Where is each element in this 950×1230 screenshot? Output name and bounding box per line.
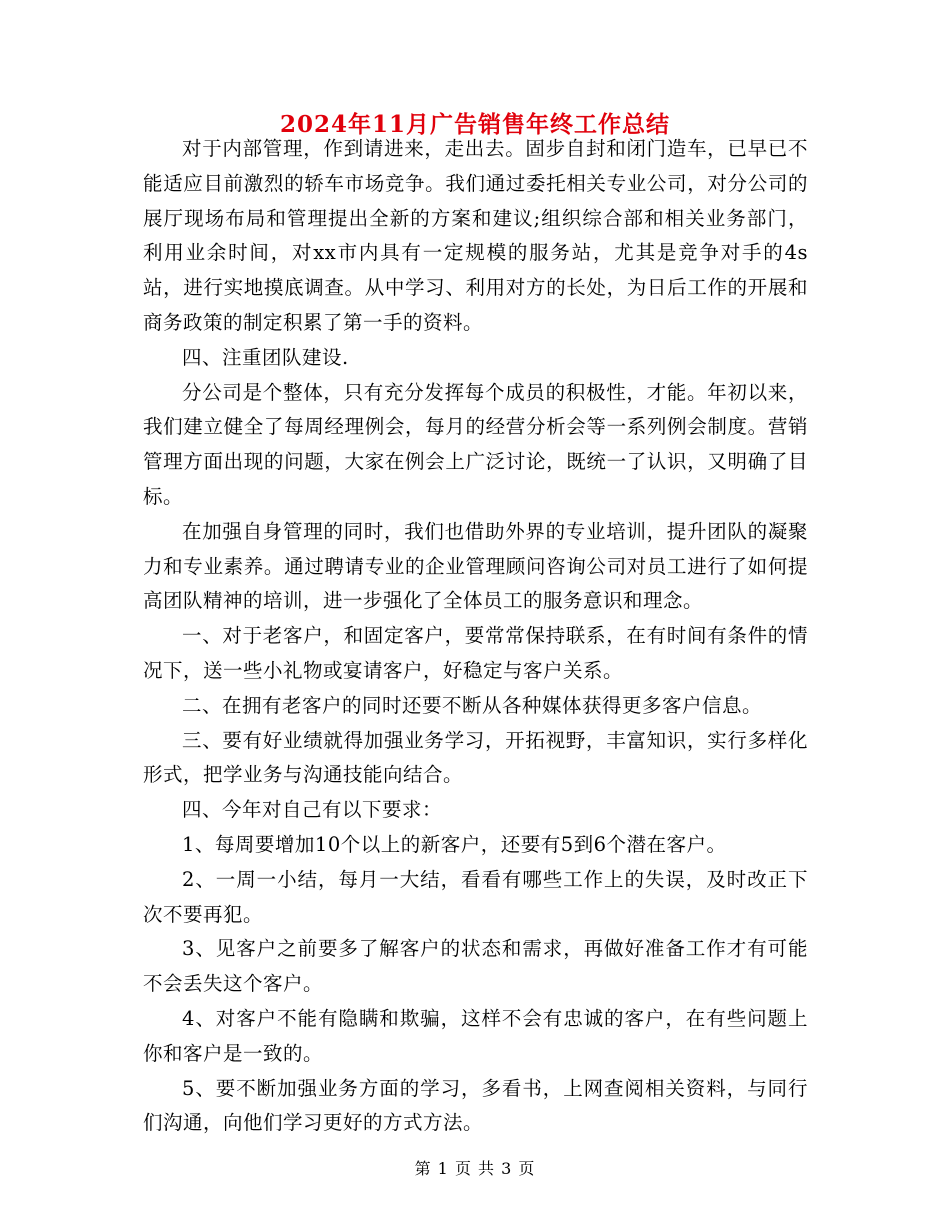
paragraph-team-meetings: 分公司是个整体，只有充分发挥每个成员的积极性，才能。年初以来，我们建立健全了每周经理例会，每月的经营分析会等一系列例会制度。营销管理方面出现的问题，大家在例会上广泛讨论，既统一了认识，又明确了目标。 [143, 380, 808, 508]
paragraph-requirement-2: 2、一周一小结，每月一大结，看看有哪些工作上的失误，及时改正下次不要再犯。 [143, 867, 808, 926]
paragraph-requirement-3: 3、见客户之前要多了解客户的状态和需求，再做好准备工作才有可能不会丢失这个客户。 [143, 937, 808, 996]
paragraph-training: 在加强自身管理的同时，我们也借助外界的专业培训，提升团队的凝聚力和专业素养。通过聘请专业的企业管理顾问咨询公司对员工进行了如何提高团队精神的培训，进一步强化了全体员工的服务意识和理念。 [143, 519, 808, 613]
paragraph-requirement-4: 4、对客户不能有隐瞒和欺骗，这样不会有忠诚的客户，在有些问题上你和客户是一致的。 [143, 1006, 808, 1065]
paragraph-item-old-customers: 一、对于老客户，和固定客户，要常常保持联系，在有时间有条件的情况下，送一些小礼物或宴请客户，好稳定与客户关系。 [143, 624, 808, 682]
paragraph-requirement-1: 1、每周要增加10个以上的新客户，还要有5到6个潜在客户。 [182, 832, 727, 856]
paragraph-team-building-heading: 四、注重团队建设. [182, 345, 349, 369]
paragraph-requirements-heading: 四、今年对自己有以下要求： [182, 798, 443, 822]
paragraph-item-customer-info: 二、在拥有老客户的同时还要不断从各种媒体获得更多客户信息。 [182, 693, 763, 717]
page-number-footer: 第 1 页 共 3 页 [414, 1159, 536, 1178]
paragraph-requirement-5: 5、要不断加强业务方面的学习，多看书，上网查阅相关资料，与同行们沟通，向他们学习更好的方式方法。 [143, 1076, 808, 1135]
paragraph-internal-management: 对于内部管理，作到请进来，走出去。固步自封和闭门造车，已早已不能适应目前激烈的轿车市场竞争。我们通过委托相关专业公司，对分公司的展厅现场布局和管理提出全新的方案和建议;组织综合部和相关业务部门，利用业余时间，对xx市内具有一定规模的服务站，尤其是竞争对手的4s站，进行实地摸底调查。从中学习、利用对方的长处，为日后工作的开展和商务政策的制定积累了第一手的资料。 [143, 137, 808, 334]
document-title: 2024年11月广告销售年终工作总结 [279, 111, 671, 138]
document-body [143, 132, 808, 1141]
paragraph-item-learning: 三、要有好业绩就得加强业务学习，开拓视野，丰富知识，实行多样化形式，把学业务与沟通技能向结合。 [143, 728, 808, 787]
